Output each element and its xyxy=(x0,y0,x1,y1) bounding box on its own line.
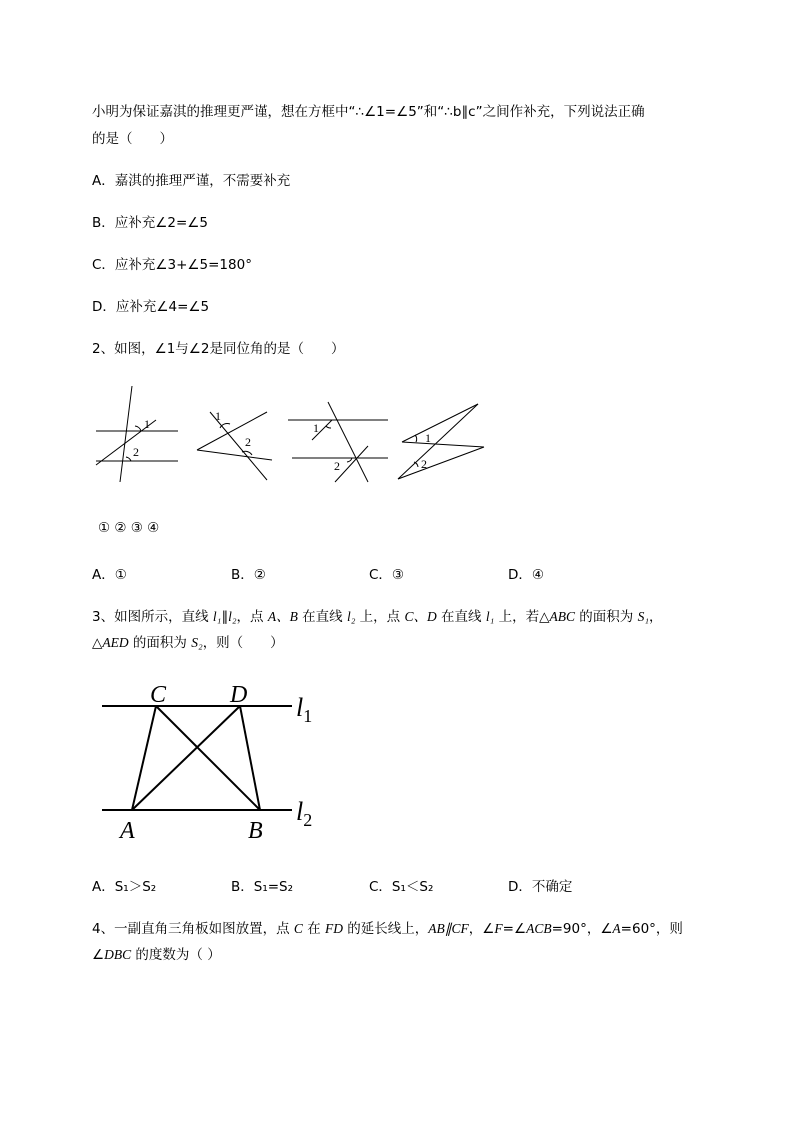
q4-segment-fd: FD xyxy=(325,921,343,936)
q2-figures xyxy=(90,382,490,497)
q2-stem: 2、如图，∠1与∠2是同位角的是（ ） xyxy=(92,341,345,357)
q3-text: △ xyxy=(92,635,103,651)
q4-text: 的度数为（ ） xyxy=(131,947,221,963)
q3-line-l2: l₂ xyxy=(346,609,356,624)
q4-stem-line2 xyxy=(92,943,221,963)
q4-angle-a: A xyxy=(612,921,621,936)
q2-figure-4 xyxy=(398,404,484,479)
q1-option-a: A．嘉淇的推理严谨，不需要补充 xyxy=(92,173,291,189)
q3-option-c: C．S₁＜S₂ xyxy=(369,879,434,895)
q3-area-s1: S₁ xyxy=(637,609,650,624)
q4-text: ∠ xyxy=(92,947,105,963)
q4-parallel-ab-cf: AB∥CF xyxy=(428,921,469,936)
q3-text: 在直线 xyxy=(297,609,347,625)
q4-angle-acb: ACB xyxy=(526,921,552,936)
q4-text: 在 xyxy=(302,921,325,937)
q3-label-l2: $l_2$ xyxy=(296,797,313,830)
q1-option-d: D．应补充∠4=∠5 xyxy=(92,299,210,315)
q3-label-b: B xyxy=(248,818,263,844)
q3-text: 上，若△ xyxy=(494,609,550,625)
q3-segment-cb xyxy=(156,706,260,810)
q3-line-l1: l₁ xyxy=(485,609,495,624)
q3-option-b: B．S₁=S₂ xyxy=(231,879,294,895)
q3-label-a: A xyxy=(120,818,135,844)
q3-points-ab: A、B xyxy=(267,609,298,624)
q4-text: =60°，则 xyxy=(620,921,683,937)
q4-text: =∠ xyxy=(502,921,527,937)
q2-fig3-label-1: 1 xyxy=(313,421,319,435)
q3-parallel-symbol: ∥ xyxy=(221,609,229,625)
q3-stem-line2 xyxy=(92,631,284,651)
q3-text: 的面积为 xyxy=(128,635,192,651)
q3-text: 上，点 xyxy=(355,609,405,625)
q2-fig2-label-2: 2 xyxy=(245,435,251,449)
q3-points-cd: C、D xyxy=(404,609,437,624)
q4-point-c: C xyxy=(293,921,303,936)
q3-option-d: D．不确定 xyxy=(508,879,573,895)
q3-label-d: D xyxy=(230,682,248,708)
q3-label-l1: $l_1$ xyxy=(296,693,313,726)
q4-text: 的延长线上， xyxy=(343,921,429,937)
q1-option-b: B．应补充∠2=∠5 xyxy=(92,215,208,231)
q3-figure xyxy=(90,670,340,850)
q2-fig1-label-1: 1 xyxy=(144,417,150,431)
q2-option-c: C．③ xyxy=(369,567,405,583)
q3-line-l2: l₂ xyxy=(228,609,237,624)
q2-fig2-label-1: 1 xyxy=(215,409,221,423)
q3-text: 的面积为 xyxy=(574,609,638,625)
q3-triangle-abc: ABC xyxy=(549,609,575,624)
q2-fig4-label-2: 2 xyxy=(421,457,427,471)
q1-option-c: C．应补充∠3+∠5=180° xyxy=(92,257,252,273)
q4-angle-dbc: DBC xyxy=(104,947,132,962)
q3-option-a: A．S₁＞S₂ xyxy=(92,879,157,895)
q4-text: ，∠ xyxy=(468,921,495,937)
q2-figure-numbering: ① ② ③ ④ xyxy=(98,520,160,536)
q3-text: ，点 xyxy=(236,609,268,625)
q3-text: 在直线 xyxy=(436,609,486,625)
q3-stem-line1 xyxy=(92,605,663,625)
q3-segment-ca xyxy=(132,706,156,810)
q4-text: 4、一副直角三角板如图放置，点 xyxy=(92,921,294,937)
q3-line-l1: l₁ xyxy=(212,609,222,624)
q4-stem-line1 xyxy=(92,917,683,937)
q3-area-s2: S₂ xyxy=(191,635,203,650)
q2-figure-1 xyxy=(96,386,178,482)
q3-label-c: C xyxy=(150,682,167,708)
q2-figure-2 xyxy=(197,412,272,480)
q2-fig4-label-1: 1 xyxy=(425,431,431,445)
q3-triangle-aed: AED xyxy=(102,635,129,650)
q2-option-d: D．④ xyxy=(508,567,544,583)
q4-angle-f: F xyxy=(494,921,503,936)
q2-fig3-label-2: 2 xyxy=(334,459,340,473)
q1-stem-line1: 小明为保证嘉淇的推理更严谨，想在方框中“∴∠1=∠5”和“∴b∥c”之间作补充，下列说法正确 xyxy=(92,104,645,120)
q3-segment-da xyxy=(132,706,240,810)
q1-stem-line2: 的是（ ） xyxy=(92,131,173,147)
q2-option-b: B．② xyxy=(231,567,266,583)
q4-text: =90°，∠ xyxy=(551,921,613,937)
q3-text: ， xyxy=(649,609,663,625)
q3-text: 3、如图所示，直线 xyxy=(92,609,213,625)
q3-text: ，则（ ） xyxy=(202,635,284,651)
q2-fig1-label-2: 2 xyxy=(133,445,139,459)
q2-option-a: A．① xyxy=(92,567,127,583)
